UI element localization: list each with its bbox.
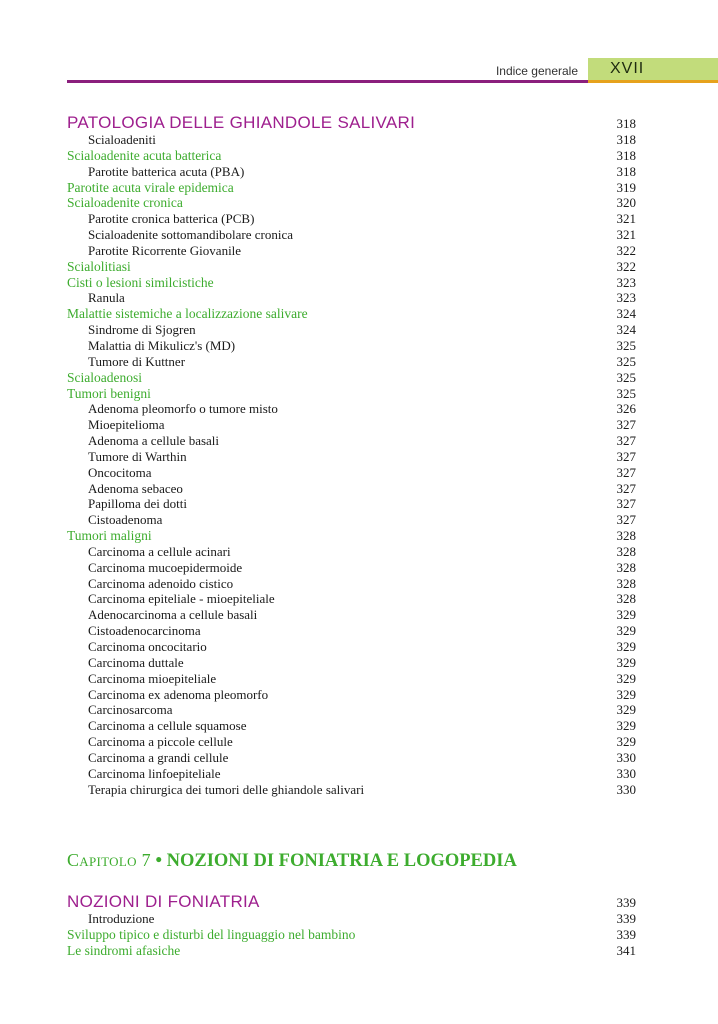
header-page-box	[588, 58, 718, 81]
section-title: NOZIONI DI FONIATRIA	[67, 892, 260, 912]
entry-page: 339	[616, 927, 636, 943]
toc-entry-sub	[67, 734, 636, 750]
entry-title: Parotite Ricorrente Giovanile	[88, 242, 242, 258]
toc-entry-sub	[67, 782, 636, 798]
entry-title: Tumori benigni	[67, 385, 151, 401]
entry-title: Parotite acuta virale epidemica	[67, 179, 234, 195]
entry-title: Adenoma a cellule basali	[88, 433, 220, 449]
entry-title: Scialoadenite cronica	[67, 195, 183, 211]
entry-title: Carcinoma mucoepidermoide	[88, 559, 243, 575]
section2-entries	[67, 911, 636, 959]
toc-entry-sub	[67, 401, 636, 417]
section-heading	[67, 891, 636, 911]
entry-page: 321	[616, 211, 636, 227]
toc-entry-sub	[67, 687, 636, 703]
header-label: Indice generale	[495, 64, 578, 78]
entry-title: Scialolitiasi	[67, 258, 131, 274]
toc-entry-main	[67, 386, 636, 402]
toc-entry-sub	[67, 243, 636, 259]
entry-page: 327	[616, 512, 636, 528]
toc-entry-main	[67, 195, 636, 211]
entry-title: Cisti o lesioni similcistiche	[67, 274, 214, 290]
toc-entry-main	[67, 370, 636, 386]
entry-page: 327	[616, 433, 636, 449]
entry-page: 329	[616, 702, 636, 718]
toc-entry-main	[67, 275, 636, 291]
toc-entry-sub	[67, 702, 636, 718]
entry-page: 328	[616, 575, 636, 591]
entry-page: 318	[616, 163, 636, 179]
entry-title: Carcinoma ex adenoma pleomorfo	[88, 686, 269, 702]
toc-entry-sub	[67, 227, 636, 243]
header-rule-purple	[67, 80, 588, 83]
toc-entry-sub	[67, 655, 636, 671]
entry-title: Cistoadenocarcinoma	[88, 623, 201, 639]
chapter-heading	[67, 841, 636, 879]
entry-page: 323	[616, 274, 636, 290]
entry-title: Sindrome di Sjogren	[88, 322, 196, 338]
entry-page: 328	[616, 543, 636, 559]
entry-title: Malattie sistemiche a localizzazione salivare	[67, 306, 308, 322]
entry-page: 325	[616, 369, 636, 385]
entry-title: Oncocitoma	[88, 464, 152, 480]
entry-title: Tumore di Kuttner	[88, 353, 186, 369]
entry-page: 328	[616, 528, 636, 544]
entry-page: 329	[616, 734, 636, 750]
entry-title: Ranula	[88, 290, 125, 306]
toc-entry-sub	[67, 354, 636, 370]
toc-entry-sub	[67, 560, 636, 576]
entry-title: Scialoadenite acuta batterica	[67, 147, 222, 163]
entry-page: 320	[616, 195, 636, 211]
table-of-contents	[67, 112, 636, 959]
toc-entry-sub	[67, 338, 636, 354]
chapter-prefix: Capitolo 7	[67, 850, 151, 871]
entry-title: Adenoma sebaceo	[88, 480, 183, 496]
entry-page: 330	[616, 781, 636, 797]
entry-title: Carcinoma mioepiteliale	[88, 670, 217, 686]
entry-title: Adenoma pleomorfo o tumore misto	[88, 401, 278, 417]
entry-page: 330	[616, 765, 636, 781]
toc-entry-sub	[67, 290, 636, 306]
entry-title: Scialoadeniti	[88, 132, 156, 147]
toc-entry-sub	[67, 449, 636, 465]
toc-entry-sub	[67, 481, 636, 497]
running-header	[67, 58, 718, 86]
entry-title: Scialoadenite sottomandibolare cronica	[88, 227, 294, 243]
chapter-title: NOZIONI DI FONIATRIA E LOGOPEDIA	[166, 851, 517, 872]
toc-entry-sub	[67, 591, 636, 607]
toc-entry-sub	[67, 512, 636, 528]
entry-title: Parotite cronica batterica (PCB)	[88, 211, 255, 227]
entry-page: 325	[616, 385, 636, 401]
toc-entry-main	[67, 528, 636, 544]
entry-title: Papilloma dei dotti	[88, 496, 187, 512]
toc-entry-main	[67, 927, 636, 943]
entry-page: 327	[616, 496, 636, 512]
entry-page: 325	[616, 337, 636, 353]
entry-page: 318	[616, 132, 636, 147]
toc-entry-main	[67, 306, 636, 322]
toc-entry-sub	[67, 465, 636, 481]
entry-page: 326	[616, 401, 636, 417]
toc-entry-main	[67, 148, 636, 164]
entry-page: 329	[616, 718, 636, 734]
entry-title: Scialoadenosi	[67, 369, 142, 385]
entry-page: 324	[616, 306, 636, 322]
entry-page: 327	[616, 448, 636, 464]
entry-page: 323	[616, 290, 636, 306]
entry-title: Carcinoma adenoido cistico	[88, 575, 234, 591]
section-heading	[67, 112, 636, 132]
section1-entries	[67, 132, 636, 797]
toc-entry-sub	[67, 211, 636, 227]
entry-page: 327	[616, 480, 636, 496]
toc-entry-sub	[67, 164, 636, 180]
entry-title: Carcinoma a cellule acinari	[88, 543, 231, 559]
entry-title: Carcinoma a cellule squamose	[88, 718, 247, 734]
entry-title: Cistoadenoma	[88, 512, 163, 528]
spacer	[67, 879, 636, 891]
chapter-bullet: •	[155, 851, 162, 872]
toc-entry-sub	[67, 544, 636, 560]
toc-entry-sub	[67, 718, 636, 734]
entry-page: 327	[616, 464, 636, 480]
toc-entry-sub	[67, 433, 636, 449]
entry-title: Parotite batterica acuta (PBA)	[88, 163, 245, 179]
entry-page: 322	[616, 258, 636, 274]
entry-page: 329	[616, 623, 636, 639]
toc-entry-sub	[67, 623, 636, 639]
entry-title: Carcinoma a grandi cellule	[88, 749, 229, 765]
entry-title: Tumori maligni	[67, 528, 152, 544]
entry-title: Carcinoma oncocitario	[88, 639, 207, 654]
entry-page: 322	[616, 242, 636, 258]
toc-entry-main	[67, 180, 636, 196]
entry-page: 329	[616, 607, 636, 623]
entry-page: 329	[616, 670, 636, 686]
toc-entry-sub	[67, 132, 636, 148]
entry-page: 324	[616, 322, 636, 338]
entry-title: Le sindromi afasiche	[67, 943, 181, 959]
entry-title: Mioepitelioma	[88, 417, 165, 433]
toc-entry-sub	[67, 639, 636, 655]
entry-title: Carcinoma a piccole cellule	[88, 734, 233, 750]
entry-page: 341	[616, 943, 636, 959]
toc-entry-main	[67, 259, 636, 275]
entry-page: 319	[616, 179, 636, 195]
toc-entry-sub	[67, 766, 636, 782]
header-rule-orange	[588, 80, 718, 83]
entry-page: 329	[616, 654, 636, 670]
section-page: 318	[616, 116, 636, 131]
entry-page: 328	[616, 591, 636, 607]
entry-page: 318	[616, 147, 636, 163]
section-title: PATOLOGIA DELLE GHIANDOLE SALIVARI	[67, 113, 416, 132]
entry-title: Carcinoma duttale	[88, 654, 184, 670]
entry-title: Carcinosarcoma	[88, 702, 173, 718]
entry-page: 330	[616, 749, 636, 765]
toc-entry-sub	[67, 607, 636, 623]
entry-page: 325	[616, 353, 636, 369]
entry-title: Adenocarcinoma a cellule basali	[88, 607, 258, 623]
entry-page: 329	[616, 686, 636, 702]
spacer	[67, 797, 636, 841]
entry-page: 328	[616, 559, 636, 575]
toc-entry-sub	[67, 750, 636, 766]
toc-entry-sub	[67, 911, 636, 927]
toc-entry-main	[67, 943, 636, 959]
entry-page: 339	[616, 911, 636, 927]
entry-page: 327	[616, 417, 636, 433]
entry-page: 321	[616, 227, 636, 243]
toc-entry-sub	[67, 496, 636, 512]
entry-title: Malattia di Mikulicz's (MD)	[88, 337, 236, 353]
entry-title: Terapia chirurgica dei tumori delle ghiandole salivari	[88, 781, 365, 797]
section-page: 339	[616, 895, 636, 911]
toc-entry-sub	[67, 417, 636, 433]
entry-title: Sviluppo tipico e disturbi del linguaggio nel bambino	[67, 927, 356, 943]
entry-page: 329	[616, 639, 636, 654]
entry-title: Tumore di Warthin	[88, 448, 187, 464]
toc-entry-sub	[67, 576, 636, 592]
entry-title: Carcinoma linfoepiteliale	[88, 765, 221, 781]
toc-entry-sub	[67, 322, 636, 338]
entry-title: Carcinoma epiteliale - mioepiteliale	[88, 591, 275, 607]
toc-entry-sub	[67, 671, 636, 687]
header-page-number: XVII	[610, 60, 645, 77]
entry-title: Introduzione	[88, 911, 155, 927]
